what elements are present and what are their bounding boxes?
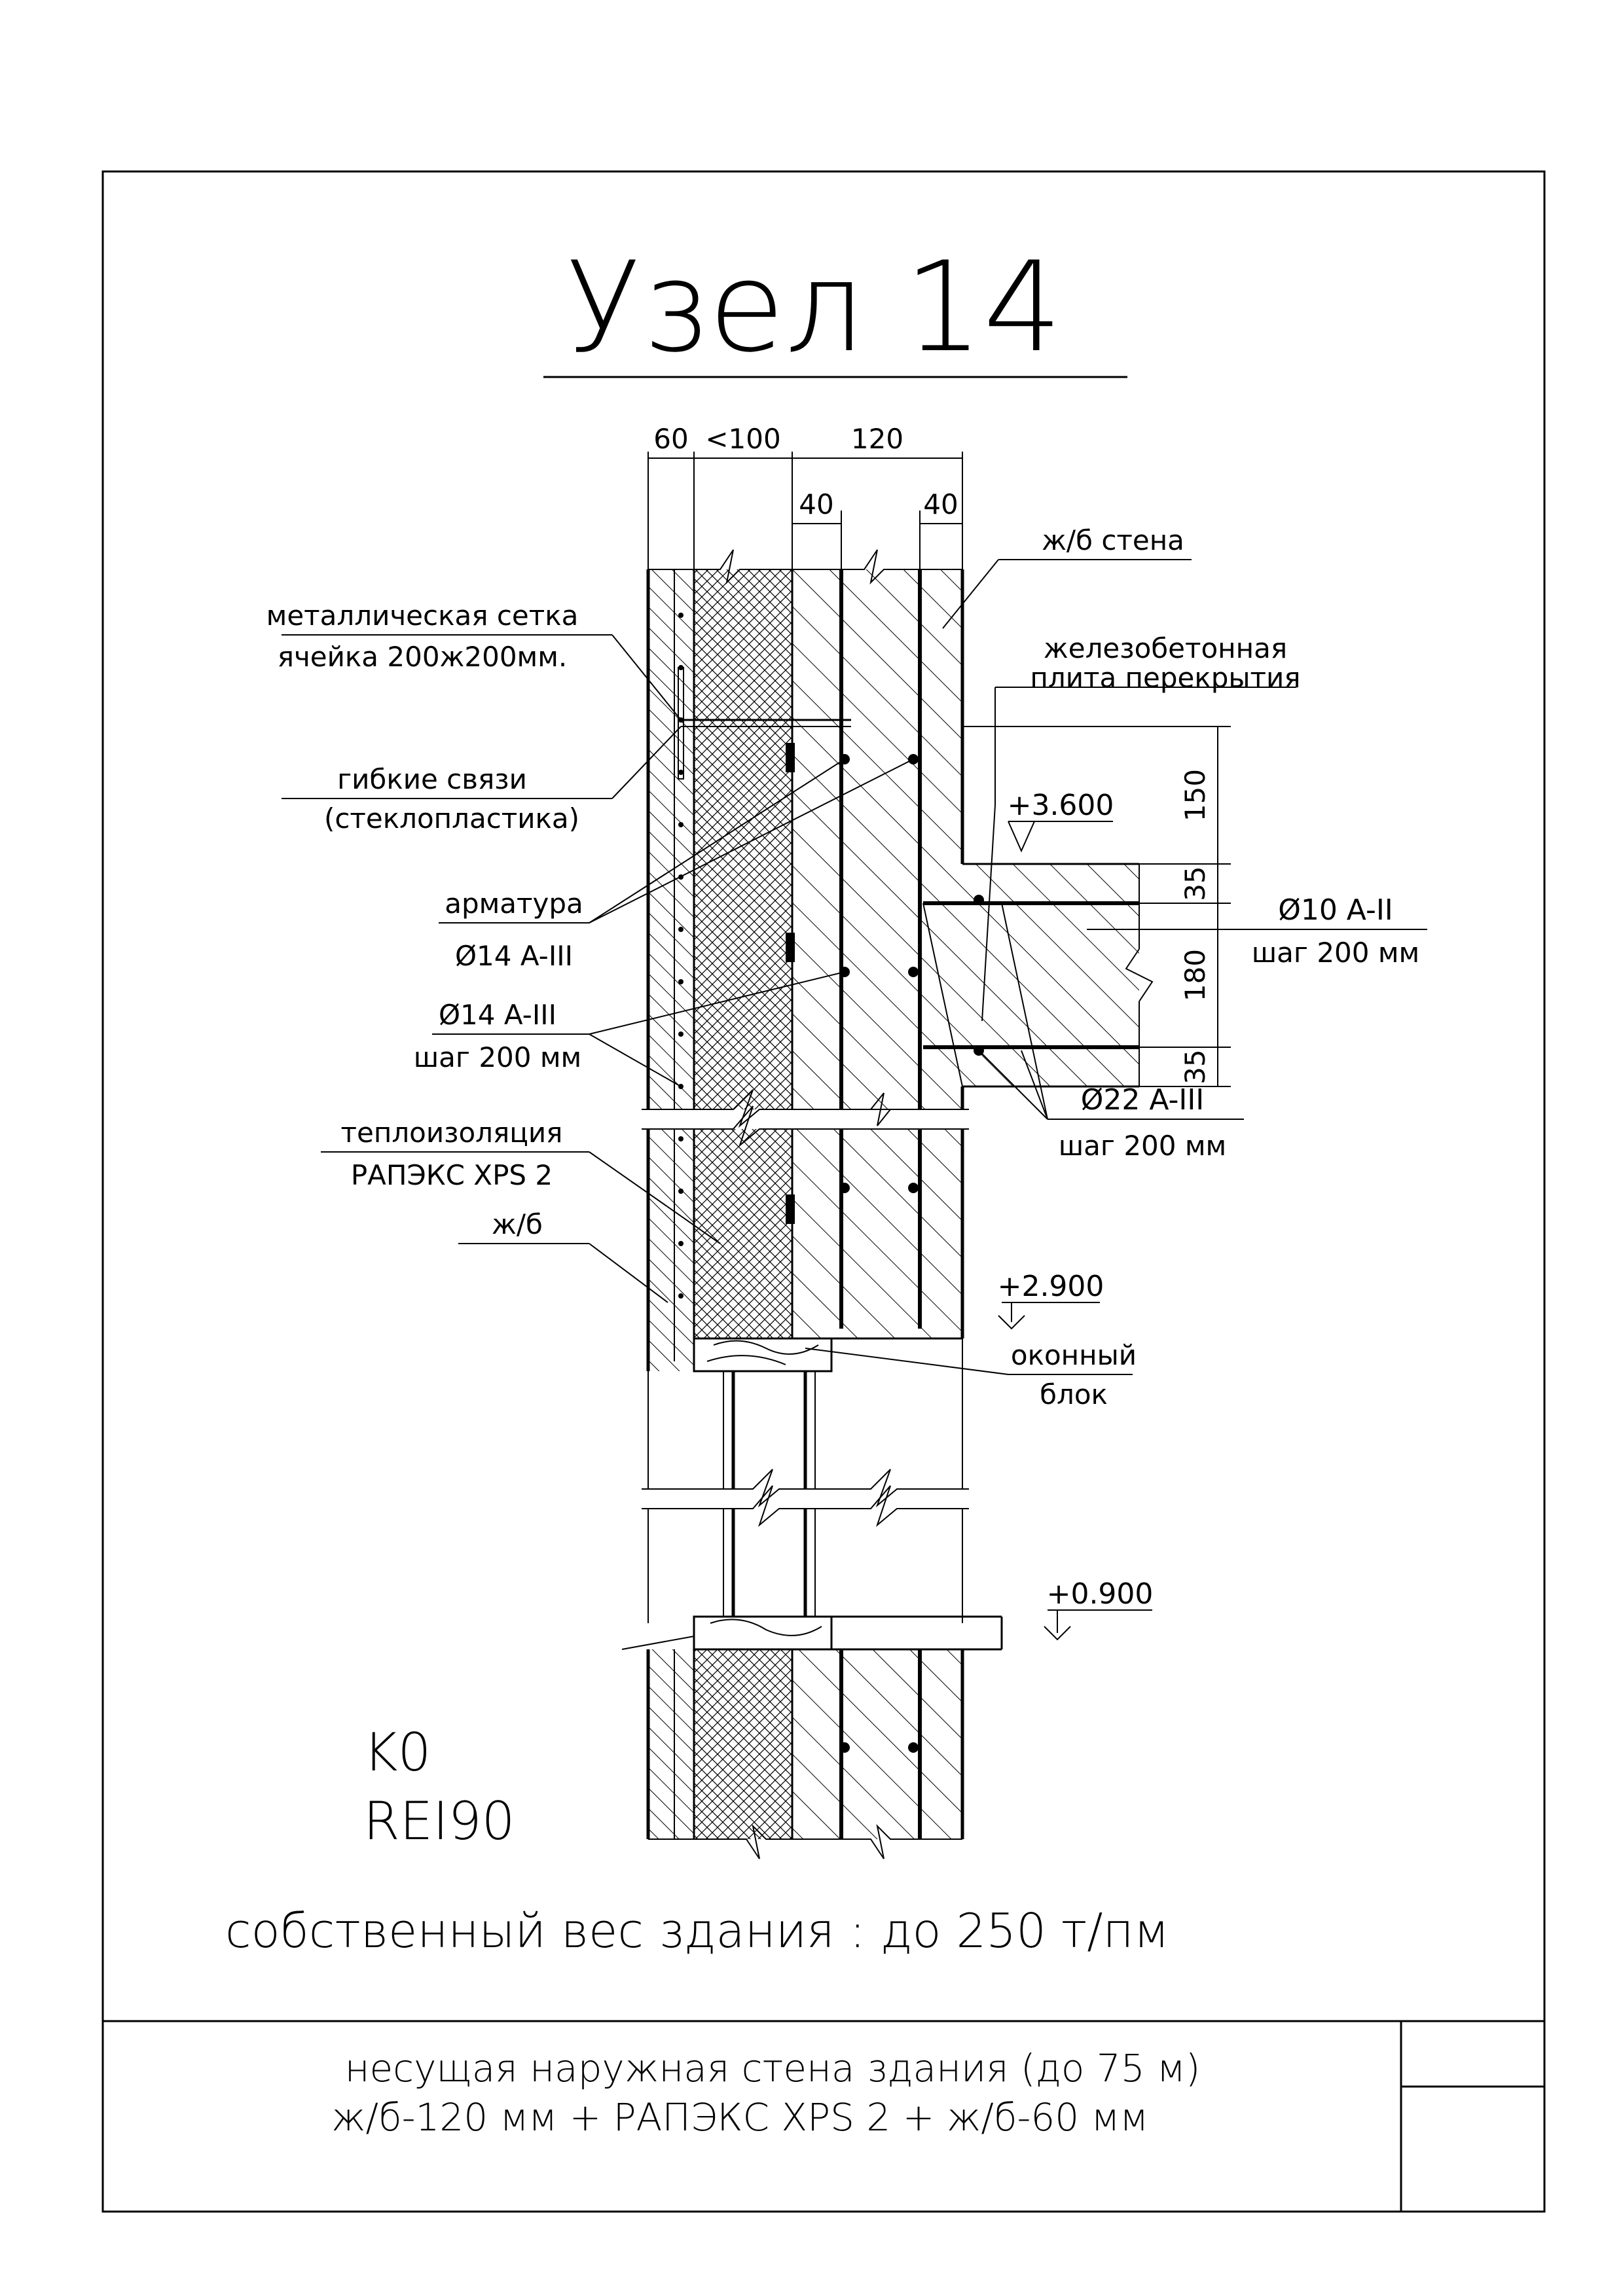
callout-insulation-line1: теплоизоляция (340, 1117, 563, 1149)
dim-top-120: 120 (850, 423, 904, 455)
callout-slab-rebar-line2: шаг 200 мм (1251, 937, 1420, 969)
callout-window-line1: оконный (1010, 1339, 1137, 1371)
callout-rebar-step-line1: Ø14 A-III (439, 999, 556, 1031)
title-block-line2: ж/б-120 мм + РАПЭКС XPS 2 + ж/б-60 мм (331, 2095, 1149, 2140)
callout-mesh-line1: металлическая сетка (266, 600, 579, 632)
callout-rc-short: ж/б (492, 1208, 543, 1240)
dim-cover-left-40: 40 (799, 488, 834, 520)
upper-wall (648, 569, 962, 1371)
dim-cover-right-40: 40 (923, 488, 958, 520)
outer-rc-layer (648, 569, 694, 1371)
level-window-bottom: +0.900 (1046, 1577, 1154, 1611)
callout-rebar-line1: арматура (445, 888, 583, 920)
load-note: собственный вес здания : до 250 т/пм (225, 1903, 1169, 1958)
lower-wall (648, 1649, 962, 1859)
level-window-top: +2.900 (997, 1270, 1104, 1303)
callout-slab-main-line1: Ø22 A-III (1080, 1083, 1205, 1117)
dim-side-35-bottom: 35 (1179, 1049, 1211, 1085)
callout-rebar-step-line2: шаг 200 мм (413, 1041, 582, 1073)
inner-rc-wall (792, 569, 962, 1338)
callout-ties-line2: (стеклопластика) (323, 802, 580, 834)
callout-mesh-line2: ячейка 200ж200мм. (277, 641, 568, 673)
level-slab-top: +3.600 (1007, 789, 1114, 822)
callout-rebar-line2: Ø14 A-III (455, 940, 573, 972)
fire-class: K0 (363, 1722, 431, 1783)
fire-rating: REI90 (363, 1791, 515, 1852)
dim-side-150: 150 (1179, 768, 1211, 822)
callout-rc-wall: ж/б стена (1042, 524, 1184, 556)
callout-window-line2: блок (1040, 1378, 1108, 1410)
dim-top-100: <100 (705, 423, 781, 455)
dim-top-60: 60 (653, 423, 689, 455)
callout-slab-main-line2: шаг 200 мм (1058, 1130, 1227, 1162)
callout-slab-line2: плита перекрытия (1030, 662, 1301, 694)
callout-ties-line1: гибкие связи (337, 763, 527, 795)
title-block-line1: несущая наружная стена здания (до 75 м) (344, 2046, 1201, 2090)
dim-side-35-top: 35 (1179, 866, 1211, 901)
callout-insulation-line2: РАПЭКС XPS 2 (350, 1159, 553, 1191)
callout-slab-rebar-line1: Ø10 A-II (1278, 893, 1393, 927)
drawing-title: Узел 14 (565, 235, 1063, 380)
dim-side-180: 180 (1179, 948, 1211, 1002)
insulation-layer (694, 569, 792, 1355)
callout-slab-line1: железобетонная (1043, 632, 1288, 664)
